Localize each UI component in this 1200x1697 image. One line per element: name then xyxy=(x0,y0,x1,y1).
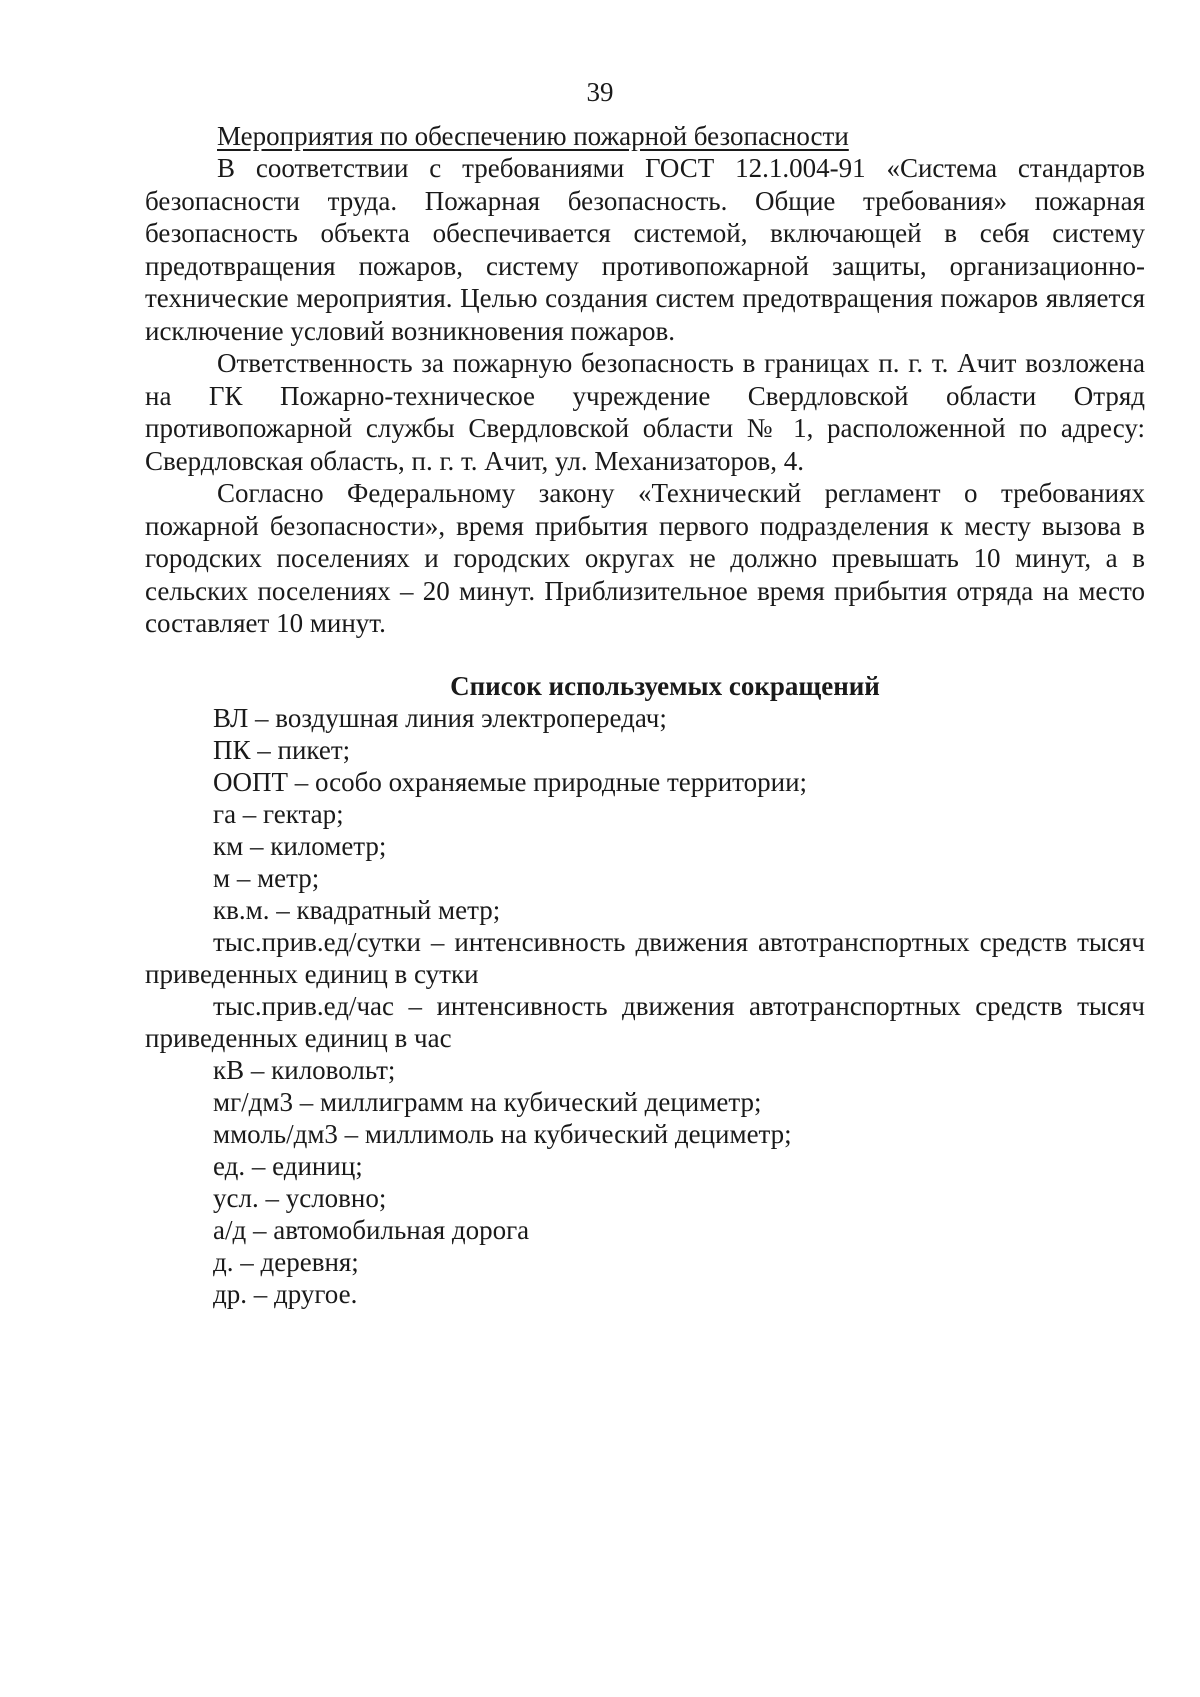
page-content xyxy=(145,120,1145,1310)
abbreviations-title: Список используемых сокращений xyxy=(450,670,880,701)
abbreviations-list xyxy=(145,702,1145,1310)
section-heading: Мероприятия по обеспечению пожарной безопасности xyxy=(217,121,849,151)
list-item: ед. – единиц; xyxy=(213,1150,363,1181)
list-item: ООПТ – особо охраняемые природные территории; xyxy=(213,766,808,797)
list-item: д. – деревня; xyxy=(213,1246,359,1277)
list-item: м – метр; xyxy=(213,862,320,893)
list-item: кВ – киловольт; xyxy=(213,1054,396,1085)
list-item: тыс.прив.ед/час – интенсивность движения автотранспортных средств тысяч приведенных единиц в час xyxy=(145,990,1145,1053)
list-item: усл. – условно; xyxy=(213,1182,387,1213)
list-item: кв.м. – квадратный метр; xyxy=(213,894,501,925)
list-item: а/д – автомобильная дорога xyxy=(213,1214,530,1245)
list-item: др. – другое. xyxy=(213,1278,358,1309)
list-item: ПК – пикет; xyxy=(213,734,351,765)
list-item: тыс.прив.ед/сутки – интенсивность движения автотранспортных средств тысяч приведенных единиц в сутки xyxy=(145,926,1145,989)
list-item: ВЛ – воздушная линия электропередач; xyxy=(213,702,667,733)
list-item: км – километр; xyxy=(213,830,387,861)
paragraph-responsibility: Ответственность за пожарную безопасность в границах п. г. т. Ачит возложена на ГК Пожарно-техническое учреждение Свердловской области Отряд противопожарной службы Свердловской области № 1, расположенной по адресу: Свердловская область, п. г. т. Ачит, ул. Механизаторов, 4. xyxy=(145,348,1145,476)
list-item: мг/дм3 – миллиграмм на кубический дециметр; xyxy=(213,1086,762,1117)
list-item: га – гектар; xyxy=(213,798,344,829)
page-number: 39 xyxy=(586,77,614,107)
paragraph-arrival-time: Согласно Федеральному закону «Технический регламент о требованиях пожарной безопасности», время прибытия первого подразделения к месту вызова в городских поселениях и городских округах не должно превышать 10 минут, а в сельских поселениях – 20 минут. Приблизительное время прибытия отряда на место составляет 10 минут. xyxy=(145,478,1145,638)
paragraph-fire-safety-system: В соответствии с требованиями ГОСТ 12.1.004-91 «Система стандартов безопасности труда. Пожарная безопасность. Общие требования» пожарная безопасность объекта обеспечивается системой, включающей в себя систему предотвращения пожаров, систему противопожарной защиты, организационно-технические мероприятия. Целью создания систем предотвращения пожаров является исключение условий возникновения пожаров. xyxy=(145,153,1145,346)
list-item: ммоль/дм3 – миллимоль на кубический дециметр; xyxy=(213,1118,792,1149)
